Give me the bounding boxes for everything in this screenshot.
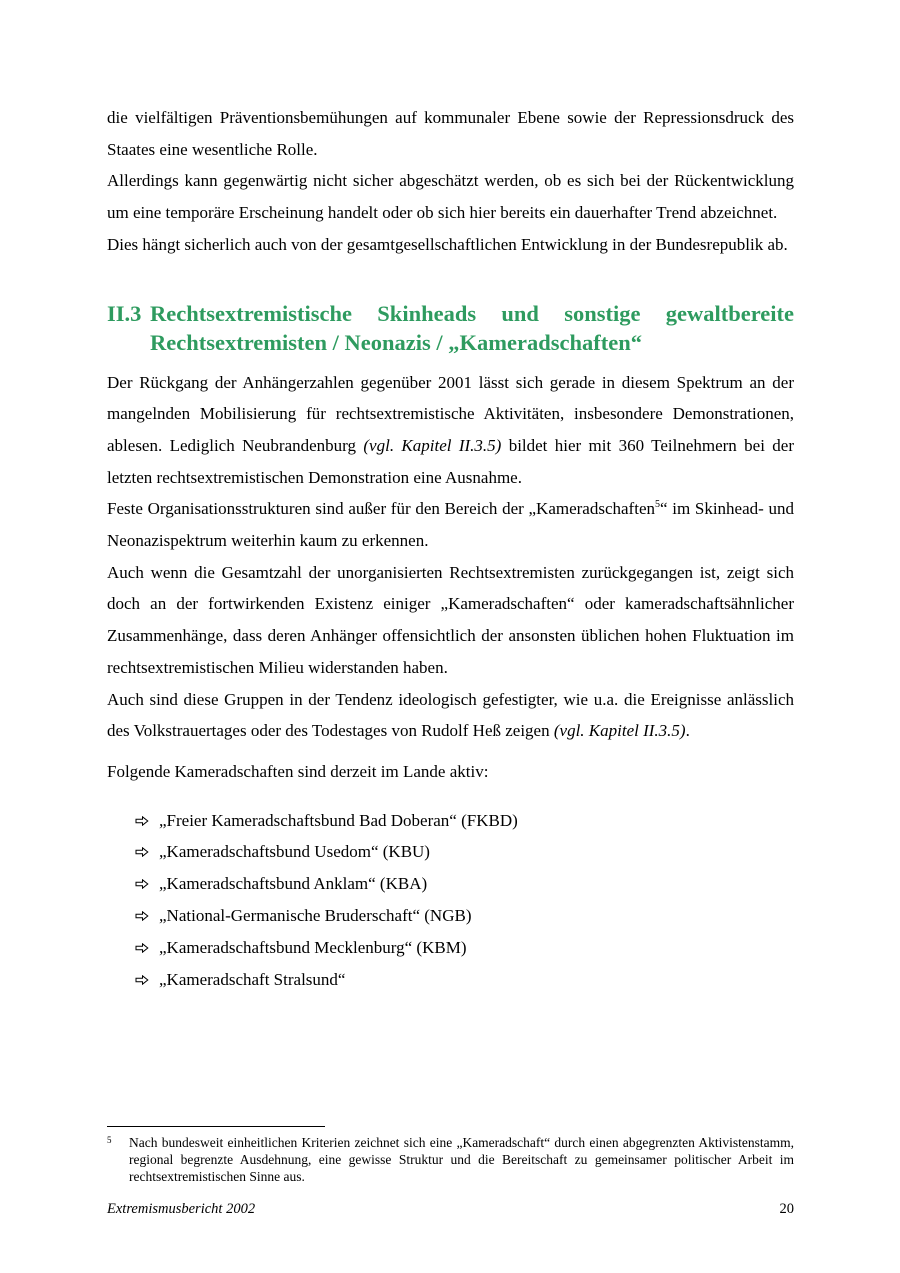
page-content xyxy=(107,102,794,995)
arrow-right-outline-icon xyxy=(135,911,159,921)
paragraph: Auch sind diese Gruppen in der Tendenz ideologisch gefestigter, wie u.a. die Ereignisse anlässlich des Volkstrauertages oder des Todestages von Rudolf Heß zeigen (vgl. Kapitel II.3.5). xyxy=(107,689,794,741)
footnote-divider xyxy=(107,1126,325,1127)
paragraph: Der Rückgang der Anhängerzahlen gegenüber 2001 lässt sich gerade in diesem Spektrum an der mangelnden Mobilisierung für rechtsextremistische Aktivitäten, insbesondere Demonstrationen, ablesen. Lediglich Neubrandenburg (vgl. Kapitel II.3.5) bildet hier mit 360 Teilnehmern bei der letzten rechtsextremistischen Demonstration eine Ausnahme. xyxy=(107,372,794,487)
list-item: „Kameradschaft Stralsund“ xyxy=(135,964,794,996)
arrow-right-outline-icon xyxy=(135,943,159,953)
list-item: „Kameradschaftsbund Usedom“ (KBU) xyxy=(135,836,794,868)
page-footer xyxy=(107,1201,794,1218)
paragraph: Auch wenn die Gesamtzahl der unorganisierten Rechtsextremisten zurückgegangen ist, zeigt sich doch an der fortwirkenden Existenz einiger „Kameradschaften“ oder kameradschaftsähnlicher Zusammenhänge, dass deren Anhänger offensichtlich der ansonsten üblichen hohen Fluktuation im rechtsextremistischen Milieu widerstanden haben. xyxy=(107,562,794,677)
footnote-number: 5 xyxy=(107,1135,112,1145)
footnote-text: Nach bundesweit einheitlichen Kriterien zeichnet sich eine „Kameradschaft“ durch einen abgegrenzten Aktivistenstamm, regional begrenzte Ausdehnung, eine gewisse Struktur und die Bereitschaft zu gemeinsamer politischer Arbeit im rechtsextremistischen Sinne aus. xyxy=(129,1135,794,1184)
paragraph: die vielfältigen Präventionsbemühungen auf kommunaler Ebene sowie der Repressionsdruck des Staates eine wesentliche Rolle. xyxy=(107,108,794,159)
paragraph: Feste Organisationsstrukturen sind außer für den Bereich der „Kameradschaften$^5$“ im Skinhead- und Neonazispektrum weiterhin kaum zu erkennen. xyxy=(107,499,795,551)
section-number: II.3 xyxy=(107,300,142,326)
list-item: „Freier Kameradschaftsbund Bad Doberan“ (FKBD) xyxy=(135,805,794,837)
page-number: 20 xyxy=(779,1201,794,1217)
list-item: „Kameradschaftsbund Anklam“ (KBA) xyxy=(135,868,794,900)
arrow-right-outline-icon xyxy=(135,847,159,857)
list-item: „National-Germanische Bruderschaft“ (NGB) xyxy=(135,900,794,932)
kameradschaften-list xyxy=(107,805,794,996)
list-item: „Kameradschaftsbund Mecklenburg“ (KBM) xyxy=(135,932,794,964)
arrow-right-outline-icon xyxy=(135,816,159,826)
cross-reference: (vgl. Kapitel II.3.5) xyxy=(363,435,502,455)
cross-reference: (vgl. Kapitel II.3.5) xyxy=(553,721,686,741)
footnote xyxy=(107,1134,794,1185)
paragraph: Allerdings kann gegenwärtig nicht sicher abgeschätzt werden, ob es sich bei der Rückentwicklung um eine temporäre Erscheinung handelt oder ob sich hier bereits ein dauerhafter Trend abzeichnet. xyxy=(107,171,794,223)
paragraph: Dies hängt sicherlich auch von der gesamtgesellschaftlichen Entwicklung in der Bundesrepublik ab. xyxy=(107,234,788,254)
footer-title: Extremismusbericht 2002 xyxy=(107,1201,256,1217)
arrow-right-outline-icon xyxy=(135,975,159,985)
section-heading xyxy=(107,299,794,357)
arrow-right-outline-icon xyxy=(135,879,159,889)
section-title-line-2: Rechtsextremisten / Neonazis / „Kameradschaften“ xyxy=(150,329,642,355)
footnote-marker: 5 xyxy=(655,499,660,511)
list-intro: Folgende Kameradschaften sind derzeit im Lande aktiv: xyxy=(107,761,489,781)
section-title-line-1: Rechtsextremistische Skinheads und sonstige gewaltbereite xyxy=(150,300,794,326)
